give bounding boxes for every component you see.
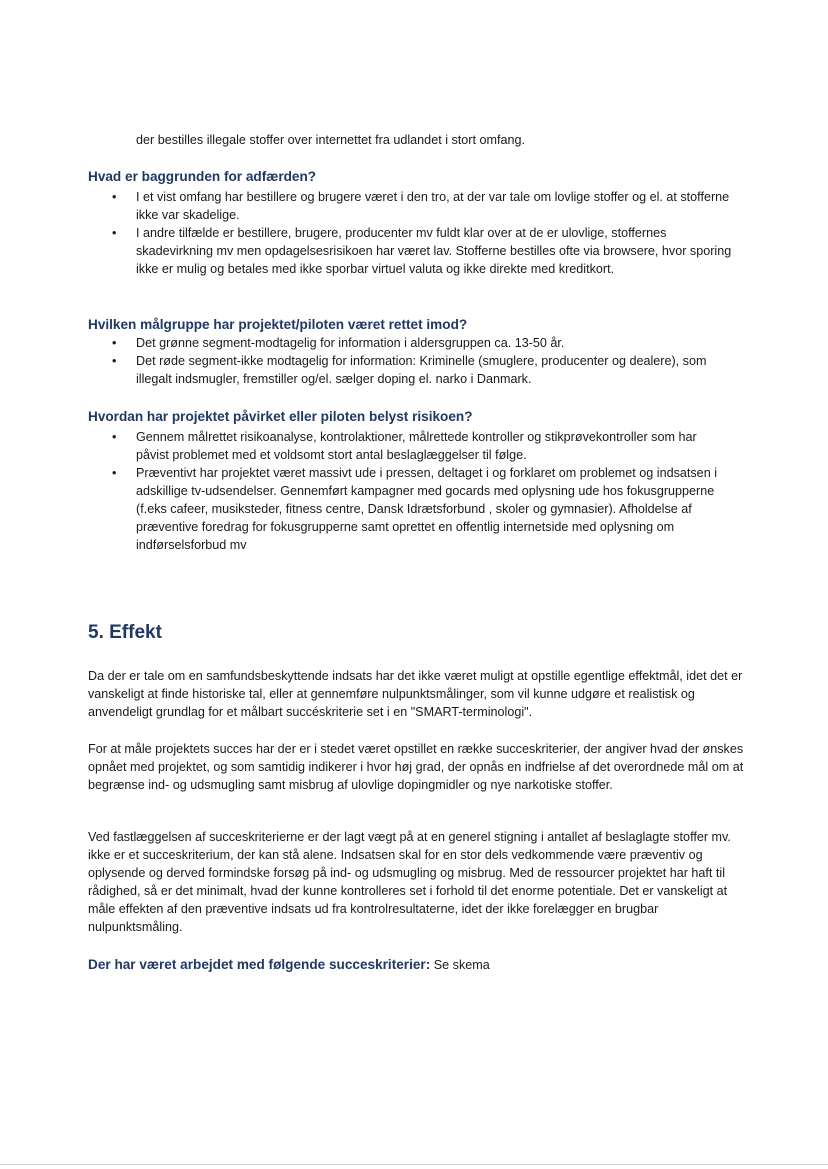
list-item [112, 464, 732, 554]
heading-background: Hvad er baggrunden for adfærden? [88, 169, 317, 184]
risk-bullet-list [112, 428, 732, 554]
list-item [112, 352, 732, 388]
list-item-text: I et vist omfang har bestillere og brugere været i den tro, at der var tale om lovlige stoffer og el. at stofferne ikke var skadelige. [136, 190, 730, 222]
effect-paragraph: For at måle projektets succes har der er i stedet været opstillet en række succeskriterier, der angiver hvad der ønskes opnået med projektet, og som samtidig indikerer i hvor høj grad, der opnås en indfrielse af det overordnede mål om at begrænse ind- og udsmugling samt misbrug af ulovlige dopingmidler og nye narkotiske stoffer. [88, 742, 744, 792]
bullet-icon: • [112, 226, 117, 240]
criteria-label: Der har været arbejdet med følgende succeskriterier: [88, 957, 431, 972]
effect-paragraph: Da der er tale om en samfundsbeskyttende indsats har det ikke været muligt at opstille egentlige effektmål, idet det er vanskeligt at finde historiske tal, eller at gennemføre nulpunktsmålinger, som vil kunne udgøre et realistisk og anvendeligt grundlag for et målbart succéskriterie set i en "SMART-terminologi". [88, 669, 743, 719]
background-bullet-list [112, 188, 732, 278]
list-item-text: Gennem målrettet risikoanalyse, kontrolaktioner, målrettede kontroller og stikprøvekontroller som har påvist problemet med et voldsomt stort antal beslaglæggelser til følge. [136, 430, 697, 462]
bullet-icon: • [112, 354, 117, 368]
heading-target-group: Hvilken målgruppe har projektet/piloten været rettet imod? [88, 317, 468, 332]
list-item-text: I andre tilfælde er bestillere, brugere, producenter mv fuldt klar over at de er ulovlige, stoffernes skadevirkning mv men opdagelsesrisikoen har været lav. Stofferne bestilles ofte via browsere, hvor sporing ikke er mulig og betales med ikke sporbar virtuel valuta og ikke direkte med kreditkort. [136, 226, 732, 276]
criteria-text: Se skema [433, 958, 490, 972]
list-item-text: Det grønne segment-modtagelig for information i aldersgruppen ca. 13-50 år. [136, 336, 565, 350]
target-bullet-list [112, 334, 732, 388]
list-item [112, 188, 732, 224]
bullet-icon: • [112, 336, 117, 350]
bullet-icon: • [112, 430, 117, 444]
bullet-icon: • [112, 466, 117, 480]
heading-effect: 5. Effekt [88, 622, 162, 643]
criteria-line [88, 956, 748, 974]
list-item [112, 224, 732, 278]
page-bottom-edge [0, 1164, 828, 1165]
heading-risk: Hvordan har projektet påvirket eller piloten belyst risikoen? [88, 409, 473, 424]
intro-line: der bestilles illegale stoffer over internettet fra udlandet i stort omfang. [136, 133, 525, 147]
list-item-text: Præventivt har projektet været massivt ude i pressen, deltaget i og forklaret om problemet og indsatsen i adskillige tv-udsendelser. Gennemført kampagner med gocards med oplysning ude hos fokusgrupperne (f.eks cafeer, musiksteder, fitness centre, Dansk Idrætsforbund , skoler og gymnasier). Afholdelse af præventive foredrag for fokusgrupperne samt oprettet en offentlig internetside med oplysning om indførselsforbud mv [136, 466, 717, 552]
list-item [112, 334, 732, 352]
list-item [112, 428, 732, 464]
effect-paragraph: Ved fastlæggelsen af succeskriterierne er der lagt vægt på at en generel stigning i antallet af beslaglagte stoffer mv. ikke er et succeskriterium, der kan stå alene. Indsatsen skal for en stor dels vedkommende være præventiv og oplysende og derved formindske forsøg på ind- og udsmugling og misbrug. Med de ressourcer projektet har haft til rådighed, så er det minimalt, hvad der kunne kontrolleres set i forhold til det enorme potentiale. Det er vanskeligt at måle effekten af den præventive indsats ud fra kontrolresultaterne, idet der ikke forelægger en brugbar nulpunktsmåling. [88, 830, 731, 934]
bullet-icon: • [112, 190, 117, 204]
list-item-text: Det røde segment-ikke modtagelig for information: Kriminelle (smuglere, producenter og dealere), som illegalt indsmugler, fremstiller og/el. sælger doping el. narko i Danmark. [136, 354, 707, 386]
